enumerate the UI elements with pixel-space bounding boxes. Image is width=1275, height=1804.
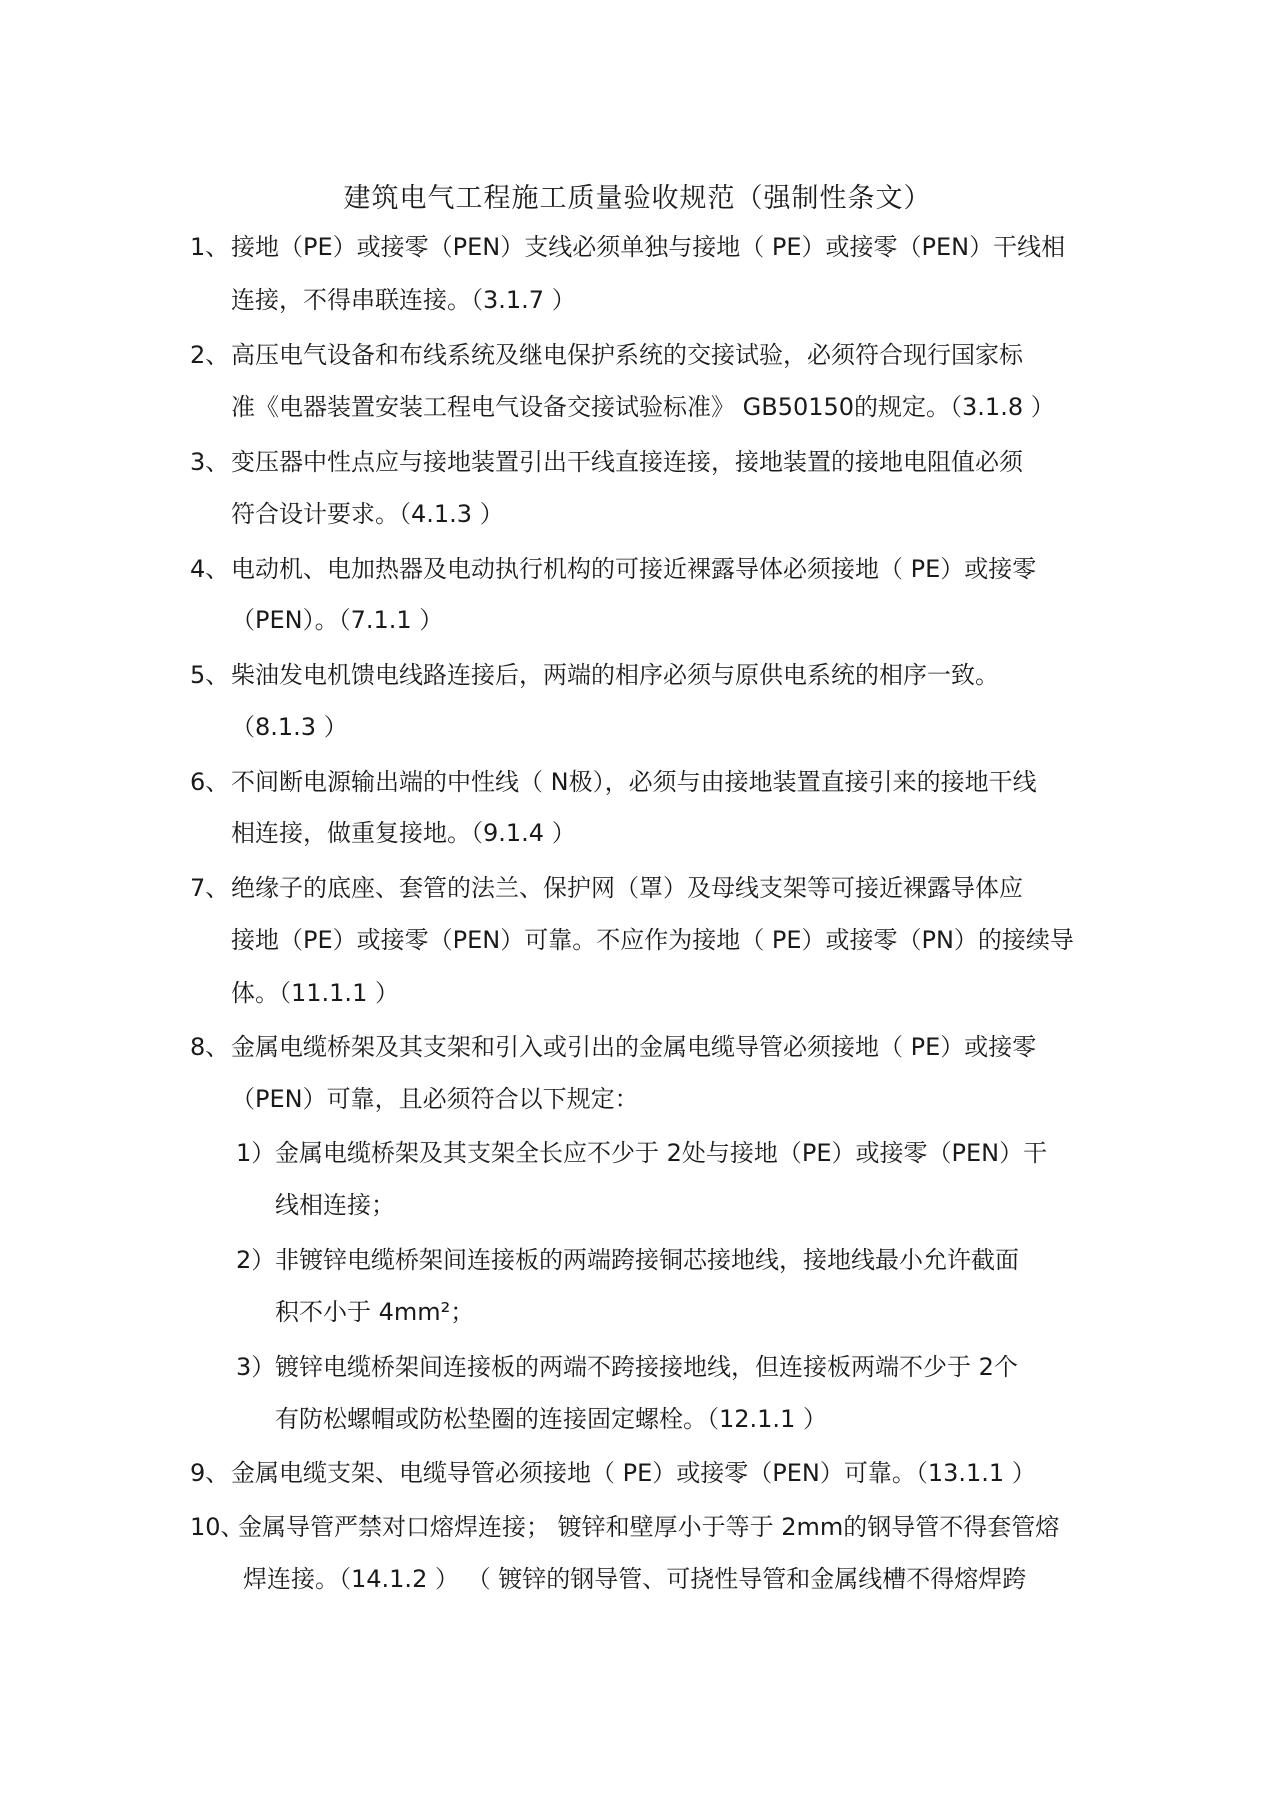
item-6-line-2: 相连接，做重复接地。（9.1.4 ） [231, 819, 576, 847]
item-4-line-1: 电动机、电加热器及电动执行机构的可接近裸露导体必须接地（ PE）或接零 [231, 555, 1037, 583]
subitem-1-number: 1） [236, 1139, 276, 1167]
item-2-number: 2、 [190, 341, 230, 369]
item-3-line-2: 符合设计要求。（4.1.3 ） [231, 500, 504, 528]
item-6-line-1: 不间断电源输出端的中性线（ N极），必须与由接地装置直接引来的接地干线 [231, 768, 1037, 796]
item-7-line-2: 接地（PE）或接零（PEN）可靠。不应作为接地（ PE）或接零（PN）的接续导 [231, 926, 1074, 954]
item-1-number: 1、 [190, 233, 230, 261]
item-1-line-1: 接地（PE）或接零（PEN）支线必须单独与接地（ PE）或接零（PEN）干线相 [231, 233, 1066, 261]
subitem-2-line-1: 非镀锌电缆桥架间连接板的两端跨接铜芯接地线，接地线最小允许截面 [275, 1246, 1019, 1274]
item-10-number: 10、 [190, 1513, 245, 1541]
item-3-number: 3、 [190, 448, 230, 476]
item-5-line-1: 柴油发电机馈电线路连接后，两端的相序必须与原供电系统的相序一致。 [231, 661, 999, 689]
item-5-line-2: （8.1.3 ） [231, 713, 348, 741]
item-10-line-2: 焊连接。（14.1.2 ） （ 镀锌的钢导管、可挠性导管和金属线槽不得熔焊跨 [243, 1565, 1027, 1593]
item-3-line-1: 变压器中性点应与接地装置引出干线直接连接，接地装置的接地电阻值必须 [231, 448, 1023, 476]
item-9-number: 9、 [190, 1459, 230, 1487]
item-8-number: 8、 [190, 1033, 230, 1061]
item-6-number: 6、 [190, 768, 230, 796]
item-5-number: 5、 [190, 661, 230, 689]
document-title: 建筑电气工程施工质量验收规范（强制性条文） [343, 183, 932, 214]
subitem-2-line-2: 积不小于 4mm²； [275, 1298, 475, 1326]
subitem-2-number: 2） [236, 1246, 276, 1274]
item-1-line-2: 连接，不得串联连接。（3.1.7 ） [231, 286, 576, 314]
subitem-3-number: 3） [236, 1353, 276, 1381]
item-2-line-1: 高压电气设备和布线系统及继电保护系统的交接试验，必须符合现行国家标 [231, 341, 1023, 369]
item-9-line-1: 金属电缆支架、电缆导管必须接地（ PE）或接零（PEN）可靠。（13.1.1 ） [231, 1459, 1036, 1487]
item-4-line-2: （PEN）。（7.1.1 ） [231, 606, 444, 634]
item-8-line-2: （PEN）可靠，且必须符合以下规定： [231, 1085, 639, 1113]
item-7-line-3: 体。（11.1.1 ） [231, 979, 399, 1007]
item-2-line-2: 准《电器装置安装工程电气设备交接试验标准》 GB50150的规定。（3.1.8 ） [231, 393, 1055, 421]
item-8-line-1: 金属电缆桥架及其支架和引入或引出的金属电缆导管必须接地（ PE）或接零 [231, 1033, 1037, 1061]
item-7-number: 7、 [190, 874, 230, 902]
subitem-1-line-1: 金属电缆桥架及其支架全长应不少于 2处与接地（PE）或接零（PEN）干 [275, 1139, 1048, 1167]
subitem-3-line-1: 镀锌电缆桥架间连接板的两端不跨接接地线，但连接板两端不少于 2个 [275, 1353, 1018, 1381]
item-4-number: 4、 [190, 555, 230, 583]
item-7-line-1: 绝缘子的底座、套管的法兰、保护网（罩）及母线支架等可接近裸露导体应 [231, 874, 1023, 902]
subitem-1-line-2: 线相连接； [275, 1191, 395, 1219]
subitem-3-line-2: 有防松螺帽或防松垫圈的连接固定螺栓。（12.1.1 ） [275, 1405, 827, 1433]
item-10-line-1: 金属导管严禁对口熔焊连接； 镀锌和壁厚小于等于 2mm的钢导管不得套管熔 [238, 1513, 1060, 1541]
